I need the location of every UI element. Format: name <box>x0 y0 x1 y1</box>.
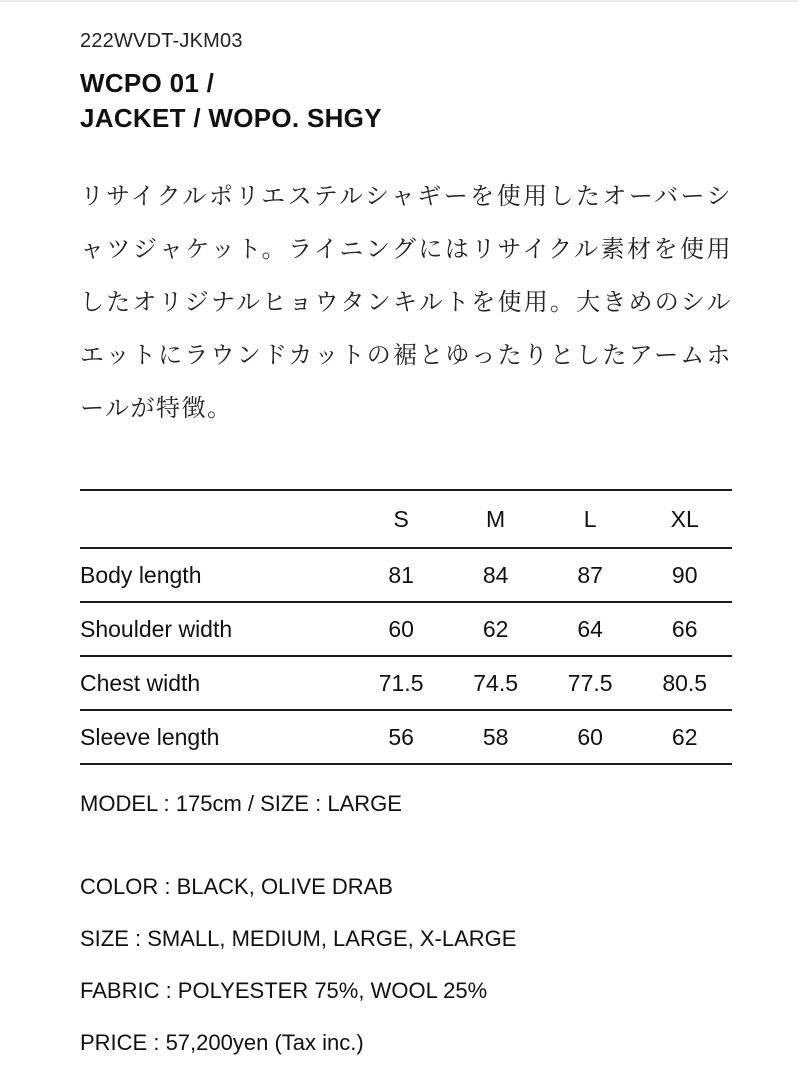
table-row-chest-width <box>80 656 732 710</box>
size-table <box>80 489 732 765</box>
table-row-sleeve-length <box>80 710 732 764</box>
size-column-header-l: L <box>583 505 597 532</box>
cell-value: 90 <box>671 561 698 588</box>
cell-value: 81 <box>388 561 414 588</box>
row-label: Sleeve length <box>80 723 220 750</box>
product-description: リサイクルポリエステルシャギーを使用したオーバーシャツジャケット。ライニングにはリサイクル素材を使用したオリジナルヒョウタンキルトを使用。大きめのシルエットにラウンドカットの裾とゆったりとしたアームホールが特徴。 <box>80 183 732 422</box>
row-label: Shoulder width <box>80 615 233 642</box>
cell-value: 66 <box>671 615 698 642</box>
cell-value: 62 <box>482 615 509 642</box>
cell-value: 84 <box>482 561 509 588</box>
cell-value: 60 <box>388 615 414 642</box>
size-column-header-s: S <box>393 505 409 532</box>
product-code: 222WVDT-JKM03 <box>80 30 243 52</box>
product-title-line1: WCPO 01 / <box>80 68 215 98</box>
cell-value: 87 <box>577 561 603 588</box>
table-row-shoulder-width <box>80 602 732 656</box>
size-info: SIZE : SMALL, MEDIUM, LARGE, X-LARGE <box>80 926 517 951</box>
cell-value: 77.5 <box>567 669 613 696</box>
size-column-header-m: M <box>486 505 506 532</box>
price-info: PRICE : 57,200yen (Tax inc.) <box>80 1030 364 1055</box>
row-label: Chest width <box>80 669 201 696</box>
product-title-line2: JACKET / WOPO. SHGY <box>80 103 382 133</box>
cell-value: 56 <box>388 723 414 750</box>
fabric-info: FABRIC : POLYESTER 75%, WOOL 25% <box>80 978 488 1003</box>
cell-value: 80.5 <box>662 669 708 696</box>
cell-value: 60 <box>577 723 603 750</box>
cell-value: 64 <box>577 615 603 642</box>
table-row-body-length <box>80 548 732 602</box>
row-label: Body length <box>80 561 202 588</box>
model-size-info: MODEL : 175cm / SIZE : LARGE <box>80 791 402 816</box>
cell-value: 62 <box>671 723 698 750</box>
cell-value: 74.5 <box>473 669 519 696</box>
product-detail-page <box>0 2 798 1069</box>
cell-value: 71.5 <box>378 669 424 696</box>
product-details-block <box>80 861 732 1069</box>
size-column-header-xl: XL <box>670 505 699 532</box>
color-info: COLOR : BLACK, OLIVE DRAB <box>80 874 393 899</box>
product-title <box>80 66 732 136</box>
size-table-corner-cell <box>80 490 354 548</box>
size-table-header-row <box>80 490 732 548</box>
cell-value: 58 <box>482 723 509 750</box>
